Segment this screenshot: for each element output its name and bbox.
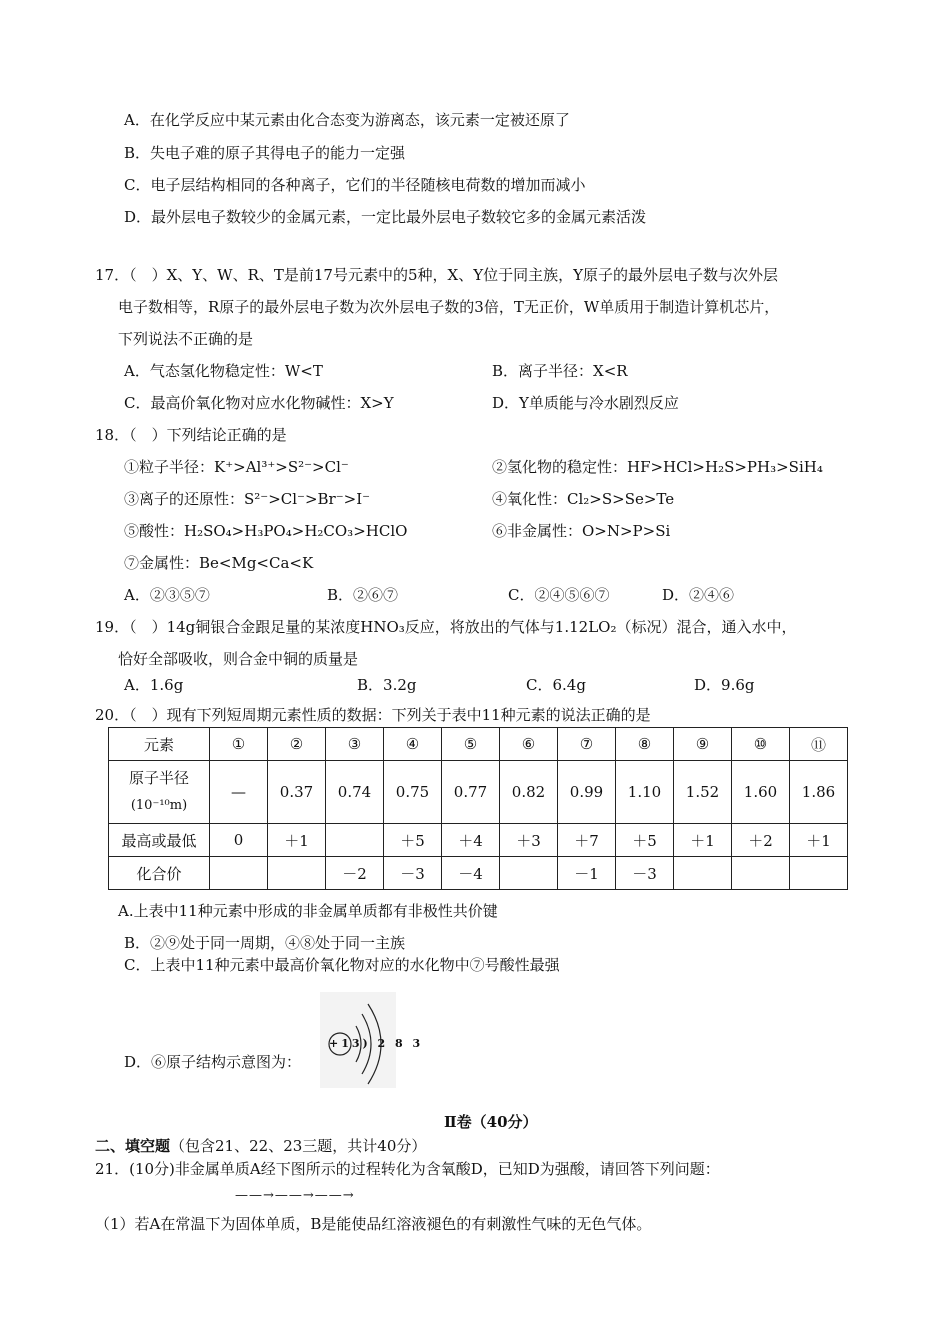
header-valence-1: 最高或最低	[109, 824, 210, 857]
low-valence-cell	[500, 857, 558, 890]
q19-option-c: C．6.4g	[526, 676, 586, 694]
low-valence-cell: －3	[384, 857, 442, 890]
element-cell: ②	[268, 728, 326, 761]
radius-cell: 1.10	[616, 761, 674, 824]
q19-option-a: A．1.6g	[124, 676, 184, 694]
q18-item-4: ④氧化性：Cl₂>S>Se>Te	[492, 490, 675, 508]
q20-option-a: A.上表中11种元素中形成的非金属单质都有非极性共价键	[118, 902, 498, 920]
q19-option-d: D．9.6g	[694, 676, 755, 694]
q16-option-b: B．失电子难的原子其得电子的能力一定强	[124, 144, 406, 162]
q18-item-3: ③离子的还原性：S²⁻>Cl⁻>Br⁻>I⁻	[124, 490, 371, 508]
q17-option-b: B．离子半径：X<R	[492, 362, 628, 380]
low-valence-cell	[268, 857, 326, 890]
q16-option-d: D．最外层电子数较少的金属元素，一定比最外层电子数较它多的金属元素活泼	[124, 208, 647, 226]
radius-cell: —	[210, 761, 268, 824]
high-valence-cell: ＋1	[790, 824, 848, 857]
radius-cell: 1.86	[790, 761, 848, 824]
radius-cell: 0.74	[326, 761, 384, 824]
q20-stem: 20．（ ）现有下列短周期元素性质的数据：下列关于表中11种元素的说法正确的是	[95, 706, 651, 724]
table-row-radius	[109, 761, 848, 824]
q18-item-5: ⑤酸性：H₂SO₄>H₃PO₄>H₂CO₃>HClO	[124, 522, 408, 540]
q16-option-c: C．电子层结构相同的各种离子，它们的半径随核电荷数的增加而减小	[124, 176, 586, 194]
table-row-elements	[109, 728, 848, 761]
q21-part-1: （1）若A在常温下为固体单质，B是能使品红溶液褪色的有刺激性气味的无色气体。	[95, 1215, 652, 1233]
high-valence-cell: ＋7	[558, 824, 616, 857]
radius-cell: 0.82	[500, 761, 558, 824]
high-valence-cell: ＋1	[268, 824, 326, 857]
header-radius-line2: (10⁻¹⁰m)	[130, 798, 188, 813]
section-2-heading-line	[95, 1136, 426, 1156]
radius-cell: 0.99	[558, 761, 616, 824]
low-valence-cell	[210, 857, 268, 890]
atom-structure-diagram	[320, 992, 424, 1088]
element-cell: ⑧	[616, 728, 674, 761]
process-arrows: ——→——→——→	[235, 1188, 355, 1203]
section-2-heading: 二、填空题	[95, 1137, 171, 1155]
radius-cell: 0.77	[442, 761, 500, 824]
element-cell: ⑦	[558, 728, 616, 761]
table-row-high-valence	[109, 824, 848, 857]
q17-stem-line2: 电子数相等，R原子的最外层电子数为次外层电子数的3倍，T无正价，W单质用于制造计算机芯片，	[118, 298, 780, 316]
q18-item-2: ②氢化物的稳定性：HF>HCl>H₂S>PH₃>SiH₄	[492, 458, 823, 476]
radius-cell: 0.75	[384, 761, 442, 824]
q20-option-b: B．②⑨处于同一周期，④⑧处于同一主族	[124, 934, 406, 952]
high-valence-cell: ＋5	[616, 824, 674, 857]
element-cell: ⑤	[442, 728, 500, 761]
q18-item-1: ①粒子半径：K⁺>Al³⁺>S²⁻>Cl⁻	[124, 458, 349, 476]
low-valence-cell	[732, 857, 790, 890]
radius-cell: 1.52	[674, 761, 732, 824]
q19-option-b: B．3.2g	[357, 676, 417, 694]
high-valence-cell: ＋1	[674, 824, 732, 857]
radius-cell: 1.60	[732, 761, 790, 824]
high-valence-cell	[326, 824, 384, 857]
low-valence-cell: －3	[616, 857, 674, 890]
q18-option-b: B．②⑥⑦	[327, 586, 399, 604]
q16-option-a: A．在化学反应中某元素由化合态变为游离态，该元素一定被还原了	[124, 111, 570, 129]
low-valence-cell	[790, 857, 848, 890]
q19-stem-line2: 恰好全部吸收，则合金中铜的质量是	[118, 650, 359, 668]
element-properties-table	[108, 727, 848, 890]
q17-option-c: C．最高价氧化物对应水化物碱性：X>Y	[124, 394, 394, 412]
q20-option-d: D．⑥原子结构示意图为：	[124, 1053, 302, 1071]
header-valence-2: 化合价	[109, 857, 210, 890]
q17-stem-line1: 17．（ ）X、Y、W、R、T是前17号元素中的5种，X、Y位于同主族，Y原子的最外层电子数与次外层	[95, 266, 779, 284]
low-valence-cell: －2	[326, 857, 384, 890]
element-cell: ⑨	[674, 728, 732, 761]
element-cell: ⑪	[790, 728, 848, 761]
q17-option-d: D．Y单质能与冷水剧烈反应	[492, 394, 679, 412]
high-valence-cell: ＋3	[500, 824, 558, 857]
header-element: 元素	[109, 728, 210, 761]
low-valence-cell: －4	[442, 857, 500, 890]
section-2-title: Ⅱ卷（40分）	[444, 1113, 538, 1131]
high-valence-cell: ＋2	[732, 824, 790, 857]
q18-item-7: ⑦金属性：Be<Mg<Ca<K	[124, 554, 314, 572]
high-valence-cell: 0	[210, 824, 268, 857]
header-radius-line1: 原子半径	[128, 769, 189, 787]
q18-option-a: A．②③⑤⑦	[124, 586, 210, 604]
element-cell: ①	[210, 728, 268, 761]
low-valence-cell: －1	[558, 857, 616, 890]
table-row-low-valence	[109, 857, 848, 890]
q18-item-6: ⑥非金属性：O>N>P>Si	[492, 522, 671, 540]
q18-option-c: C．②④⑤⑥⑦	[508, 586, 610, 604]
element-cell: ③	[326, 728, 384, 761]
element-cell: ⑥	[500, 728, 558, 761]
low-valence-cell	[674, 857, 732, 890]
radius-cell: 0.37	[268, 761, 326, 824]
element-cell: ⑩	[732, 728, 790, 761]
section-2-heading-note: （包含21、22、23三题，共计40分）	[170, 1137, 427, 1155]
q17-option-a: A．气态氢化物稳定性：W<T	[124, 362, 323, 380]
high-valence-cell: ＋5	[384, 824, 442, 857]
q18-stem: 18．（ ）下列结论正确的是	[95, 426, 287, 444]
q20-option-c: C．上表中11种元素中最高价氧化物对应的水化物中⑦号酸性最强	[124, 956, 560, 974]
q19-stem-line1: 19．（ ）14g铜银合金跟足量的某浓度HNO₃反应，将放出的气体与1.12LO₂（标况）混合，通入水中，	[95, 618, 797, 636]
high-valence-cell: ＋4	[442, 824, 500, 857]
header-radius	[109, 761, 210, 824]
atom-label: +13) 2 8 3	[329, 1037, 424, 1050]
q17-stem-line3: 下列说法不正确的是	[118, 330, 254, 348]
q21-stem: 21．(10分)非金属单质A经下图所示的过程转化为含氧酸D，已知D为强酸，请回答下列问题：	[95, 1160, 720, 1178]
element-cell: ④	[384, 728, 442, 761]
q18-option-d: D．②④⑥	[662, 586, 735, 604]
